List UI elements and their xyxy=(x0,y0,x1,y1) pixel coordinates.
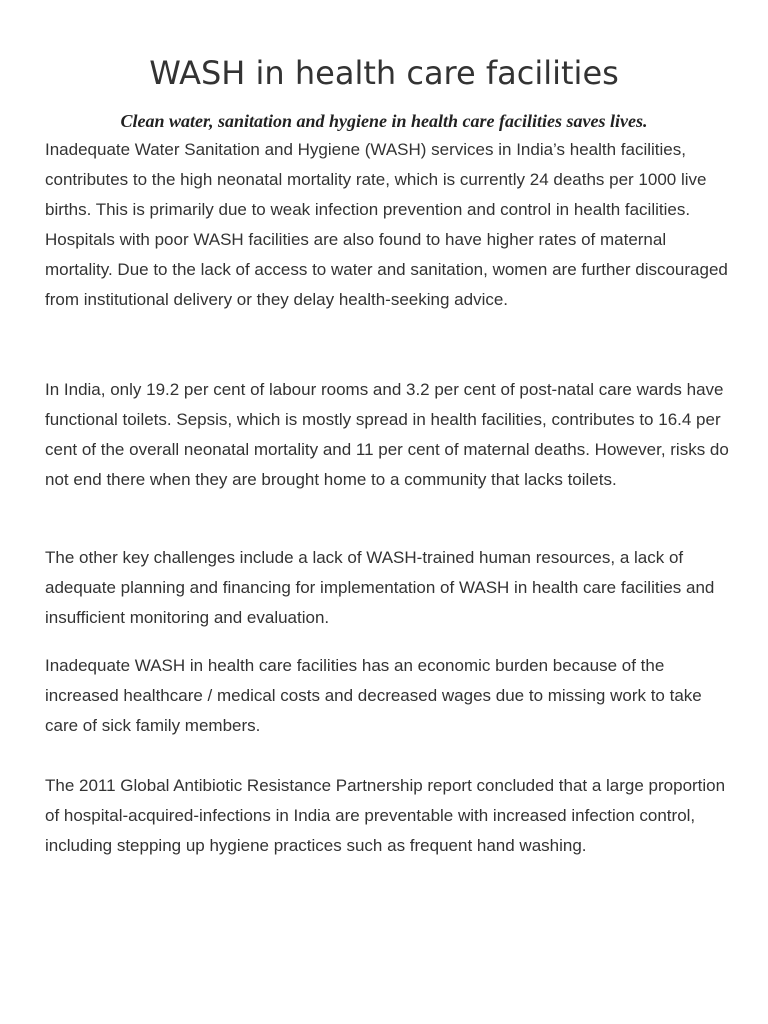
page-subtitle: Clean water, sanitation and hygiene in health care facilities saves lives. xyxy=(120,111,648,131)
paragraph-antibiotic-report: The 2011 Global Antibiotic Resistance Partnership report concluded that a large proportion of hospital-acquired-infections in India are preventable with increased infection control, including stepping up hygiene practices such as frequent hand washing. xyxy=(45,776,726,855)
page-title: WASH in health care facilities xyxy=(149,54,619,92)
paragraph-key-challenges: The other key challenges include a lack of WASH-trained human resources, a lack of adequate planning and financing for implementation of WASH in health care facilities and insufficient monitoring and evaluation. xyxy=(45,548,715,627)
paragraph-wash-services: Inadequate Water Sanitation and Hygiene (WASH) services in India’s health facilities, contributes to the high neonatal mortality rate, which is currently 24 deaths per 1000 live births. This is primarily due to weak infection prevention and control in health facilities. Hospitals with poor WASH facilities are also found to have higher rates of maternal mortality. Due to the lack of access to water and sanitation, women are further discouraged from institutional delivery or they delay health-seeking advice. xyxy=(45,140,728,309)
paragraph-labour-rooms: In India, only 19.2 per cent of labour rooms and 3.2 per cent of post-natal care wards have functional toilets. Sepsis, which is mostly spread in health facilities, contributes to 16.4 per cent of the overall neonatal mortality and 11 per cent of maternal deaths. However, risks do not end there when they are brought home to a community that lacks toilets. xyxy=(45,380,729,489)
paragraph-economic-burden: Inadequate WASH in health care facilities has an economic burden because of the increased healthcare / medical costs and decreased wages due to missing work to take care of sick family members. xyxy=(45,656,702,735)
